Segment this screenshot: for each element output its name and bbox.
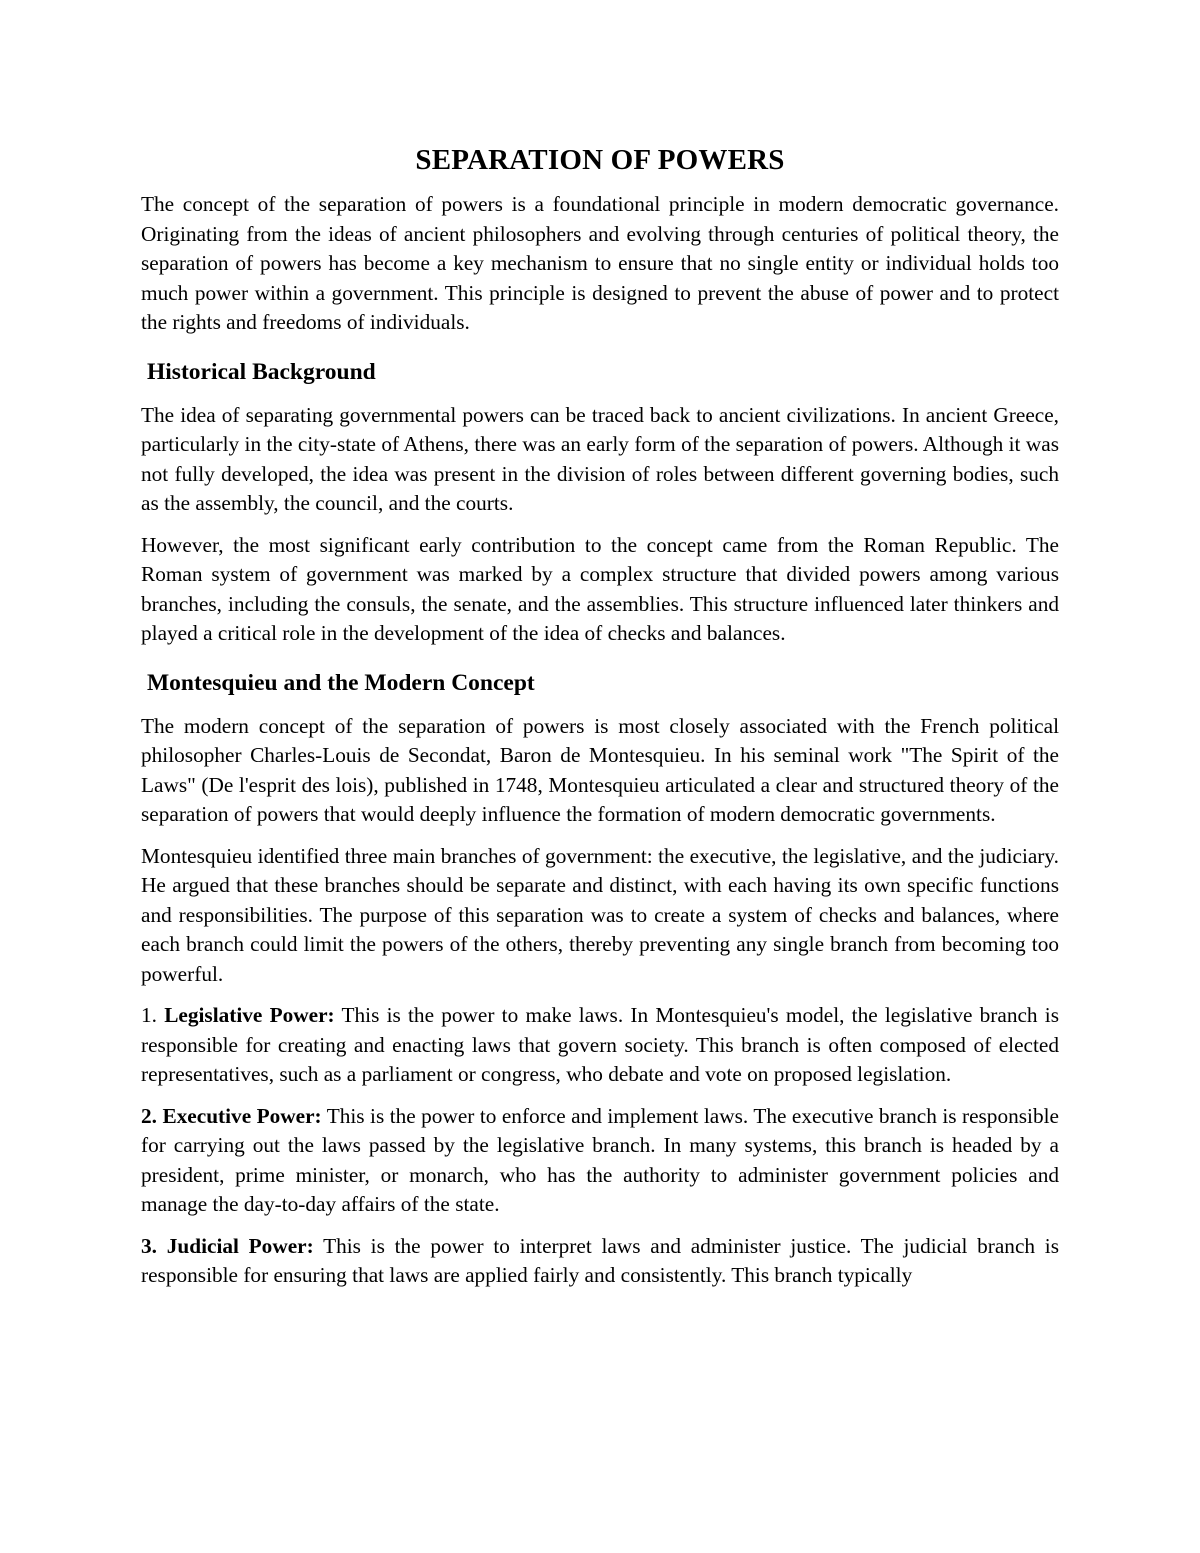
power-description: This is the power to enforce and implement laws. The executive branch is responsible for carrying out the laws passed by the legislative branch. In many systems, this branch is headed by a president, prime minister, or monarch, who has the authority to administer government policies and manage the day-to-day affairs of the state. [141, 1103, 1059, 1216]
document-title: SEPARATION OF POWERS [415, 144, 785, 176]
power-number: 1. [141, 1003, 157, 1027]
montesquieu-paragraph-2: Montesquieu identified three main branches of government: the executive, the legislative, and the judiciary. He argued that these branches should be separate and distinct, with each having its own specific functions and responsibilities. The purpose of this separation was to create a system of checks and balances, where each branch could limit the powers of the others, thereby preventing any single branch from becoming too powerful. [141, 843, 1059, 986]
power-number: 3. [141, 1233, 157, 1258]
intro-paragraph: The concept of the separation of powers is a foundational principle in modern democratic governance. Originating from the ideas of ancient philosophers and evolving through centuries of political theory, the separation of powers has become a key mechanism to ensure that no single entity or individual holds too much power within a government. This principle is designed to prevent the abuse of power and to protect the rights and freedoms of individuals. [141, 192, 1059, 334]
historical-paragraph-1: The idea of separating governmental powers can be traced back to ancient civilizations. In ancient Greece, particularly in the city-state of Athens, there was an early form of the separation of powers. Although it was not fully developed, the idea was present in the division of roles between different governing bodies, such as the assembly, the council, and the courts. [141, 402, 1059, 515]
power-item-executive [141, 1102, 1059, 1220]
montesquieu-paragraph-1: The modern concept of the separation of powers is most closely associated with the French political philosopher Charles-Louis de Secondat, Baron de Montesquieu. In his seminal work "The Spirit of the Laws" (De l'esprit des lois), published in 1748, Montesquieu articulated a clear and structured theory of the separation of powers that would deeply influence the formation of modern democratic governments. [141, 713, 1059, 826]
power-description: This is the power to make laws. In Montesquieu's model, the legislative branch is responsible for creating and enacting laws that govern society. This branch is often composed of elected representatives, such as a parliament or congress, who debate and vote on proposed legislation. [141, 1003, 1060, 1086]
power-term: Judicial Power: [166, 1233, 314, 1258]
power-item-judicial [141, 1232, 1059, 1291]
power-term: Executive Power: [162, 1103, 322, 1128]
power-term: Legislative Power: [164, 1003, 335, 1027]
power-item-legislative [141, 1001, 1059, 1090]
historical-paragraph-2: However, the most significant early contribution to the concept came from the Roman Republic. The Roman system of government was marked by a complex structure that divided powers among various branches, including the consuls, the senate, and the assemblies. This structure influenced later thinkers and played a critical role in the development of the idea of checks and balances. [141, 532, 1059, 645]
document-body [141, 140, 1059, 1303]
section-heading-montesquieu: Montesquieu and the Modern Concept [147, 669, 535, 696]
power-description: This is the power to interpret laws and administer justice. The judicial branch is responsible for ensuring that laws are applied fairly and consistently. This branch typically [141, 1233, 1059, 1287]
power-number: 2. [141, 1103, 157, 1128]
section-heading-historical-background: Historical Background [147, 358, 376, 385]
